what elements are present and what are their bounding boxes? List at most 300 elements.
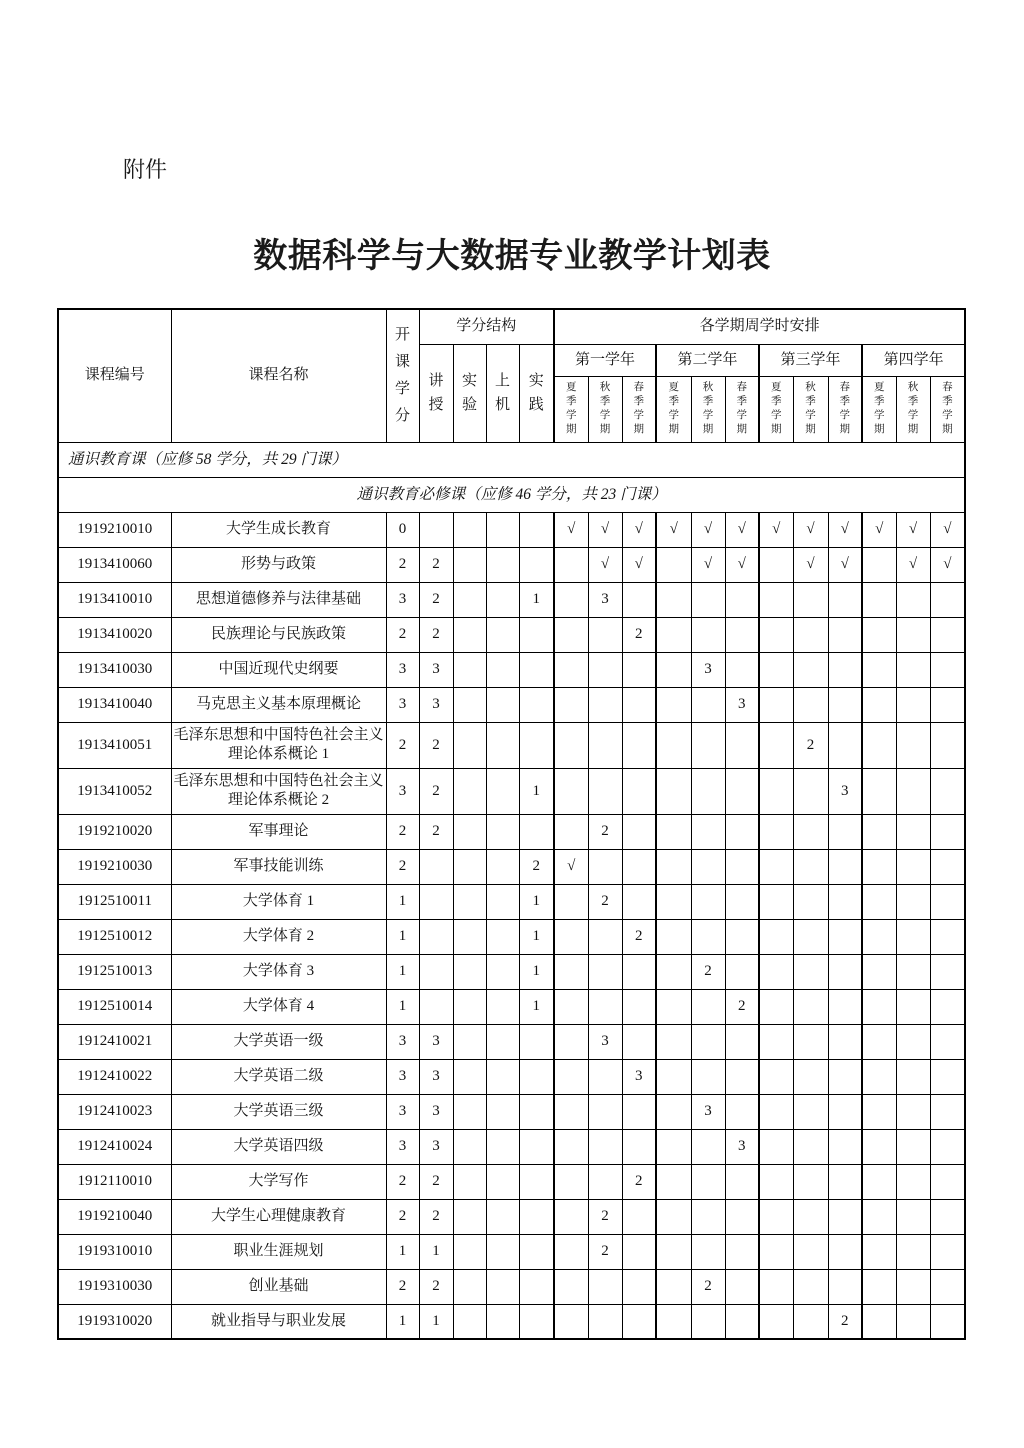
semester-hours-cell: [930, 814, 965, 849]
credits-cell: 0: [386, 512, 419, 547]
semester-hours-cell: [759, 919, 793, 954]
course-row: [58, 582, 965, 617]
practice-hours-cell: [519, 547, 554, 582]
course-row: [58, 1129, 965, 1164]
semester-hours-cell: √: [725, 547, 759, 582]
credits-cell: 3: [386, 652, 419, 687]
semester-hours-cell: [554, 954, 588, 989]
lecture-hours-cell: 1: [419, 1234, 453, 1269]
semester-hours-cell: [862, 814, 896, 849]
computer-hours-cell: [486, 884, 519, 919]
semester-hours-cell: [656, 617, 691, 652]
header-experiment: [453, 344, 486, 442]
course-row: [58, 919, 965, 954]
header-computer-label: 上机: [495, 373, 511, 413]
teaching-plan-table: [57, 308, 966, 1340]
semester-hours-cell: [828, 652, 862, 687]
course-id-cell: 1919210010: [58, 512, 171, 547]
credits-cell: 1: [386, 884, 419, 919]
header-year-1: 第一学年: [554, 344, 656, 376]
semester-hours-cell: [622, 687, 656, 722]
course-row: [58, 884, 965, 919]
semester-hours-cell: [793, 1094, 828, 1129]
semester-hours-cell: [828, 1199, 862, 1234]
semester-hours-cell: [828, 1234, 862, 1269]
semester-hours-cell: [554, 1129, 588, 1164]
course-row: [58, 687, 965, 722]
semester-hours-cell: 2: [588, 884, 622, 919]
computer-hours-cell: [486, 652, 519, 687]
practice-hours-cell: 1: [519, 582, 554, 617]
course-name-cell: 民族理论与民族政策: [171, 617, 386, 652]
semester-hours-cell: [656, 1059, 691, 1094]
semester-hours-cell: [725, 1059, 759, 1094]
course-id-cell: 1913410060: [58, 547, 171, 582]
semester-hours-cell: [725, 1269, 759, 1304]
semester-hours-cell: [691, 1024, 725, 1059]
semester-hours-cell: [759, 687, 793, 722]
header-sem-y1-autumn: [588, 376, 622, 442]
section-label: 通识教育课（应修 58 学分，共 29 门课）: [58, 442, 965, 477]
practice-hours-cell: [519, 1024, 554, 1059]
credits-cell: 3: [386, 687, 419, 722]
credits-cell: 2: [386, 814, 419, 849]
course-name-cell: 中国近现代史纲要: [171, 652, 386, 687]
header-computer: [486, 344, 519, 442]
lecture-hours-cell: [419, 849, 453, 884]
semester-hours-cell: [793, 768, 828, 814]
semester-hours-cell: [862, 954, 896, 989]
semester-hours-cell: [554, 884, 588, 919]
semester-hours-cell: [759, 884, 793, 919]
semester-hours-cell: [691, 722, 725, 768]
semester-hours-cell: [656, 687, 691, 722]
semester-hours-cell: 3: [725, 1129, 759, 1164]
experiment-hours-cell: [453, 849, 486, 884]
semester-hours-cell: [691, 989, 725, 1024]
semester-hours-cell: [759, 1164, 793, 1199]
experiment-hours-cell: [453, 954, 486, 989]
lecture-hours-cell: 3: [419, 1129, 453, 1164]
semester-hours-cell: [691, 1059, 725, 1094]
semester-hours-cell: [862, 1129, 896, 1164]
semester-hours-cell: [656, 1164, 691, 1199]
computer-hours-cell: [486, 954, 519, 989]
header-credit-structure: 学分结构: [419, 309, 554, 344]
semester-hours-cell: [691, 919, 725, 954]
semester-hours-cell: [862, 1234, 896, 1269]
semester-hours-cell: [862, 989, 896, 1024]
practice-hours-cell: [519, 1269, 554, 1304]
experiment-hours-cell: [453, 1304, 486, 1339]
credits-cell: 1: [386, 1304, 419, 1339]
semester-hours-cell: [588, 849, 622, 884]
semester-hours-cell: [930, 954, 965, 989]
semester-hours-cell: [930, 617, 965, 652]
semester-hours-cell: √: [793, 512, 828, 547]
header-practice-label: 实践: [528, 373, 544, 413]
semester-hours-cell: [554, 722, 588, 768]
computer-hours-cell: [486, 1304, 519, 1339]
course-id-cell: 1912110010: [58, 1164, 171, 1199]
course-id-cell: 1913410051: [58, 722, 171, 768]
semester-hours-cell: [896, 722, 930, 768]
credits-cell: 3: [386, 1059, 419, 1094]
semester-hours-cell: [656, 1304, 691, 1339]
computer-hours-cell: [486, 919, 519, 954]
semester-hours-cell: [793, 1199, 828, 1234]
semester-hours-cell: [588, 768, 622, 814]
semester-hours-cell: [896, 989, 930, 1024]
credits-cell: 3: [386, 768, 419, 814]
course-id-cell: 1912510014: [58, 989, 171, 1024]
experiment-hours-cell: [453, 1129, 486, 1164]
course-row: [58, 547, 965, 582]
semester-hours-cell: [930, 687, 965, 722]
semester-hours-cell: 2: [691, 954, 725, 989]
semester-hours-cell: [554, 687, 588, 722]
semester-hours-cell: [793, 582, 828, 617]
computer-hours-cell: [486, 687, 519, 722]
semester-hours-cell: [930, 1199, 965, 1234]
semester-hours-cell: [862, 1304, 896, 1339]
lecture-hours-cell: 1: [419, 1304, 453, 1339]
course-name-cell: 大学写作: [171, 1164, 386, 1199]
semester-hours-cell: [554, 1059, 588, 1094]
semester-hours-cell: [862, 1199, 896, 1234]
semester-hours-cell: [554, 919, 588, 954]
course-id-cell: 1919310010: [58, 1234, 171, 1269]
semester-hours-cell: [793, 989, 828, 1024]
header-sem-y4-summer: [862, 376, 896, 442]
semester-hours-cell: [656, 1094, 691, 1129]
semester-hours-cell: [656, 722, 691, 768]
semester-hours-cell: [656, 652, 691, 687]
semester-hours-cell: [656, 1129, 691, 1164]
experiment-hours-cell: [453, 1059, 486, 1094]
credits-cell: 1: [386, 954, 419, 989]
computer-hours-cell: [486, 1234, 519, 1269]
experiment-hours-cell: [453, 547, 486, 582]
semester-hours-cell: [691, 1234, 725, 1269]
semester-hours-cell: [862, 768, 896, 814]
sem-label: 夏季学期: [771, 382, 782, 435]
semester-hours-cell: [759, 1234, 793, 1269]
credits-cell: 2: [386, 1269, 419, 1304]
experiment-hours-cell: [453, 768, 486, 814]
semester-hours-cell: √: [828, 547, 862, 582]
semester-hours-cell: [622, 814, 656, 849]
semester-hours-cell: [862, 617, 896, 652]
semester-hours-cell: √: [759, 512, 793, 547]
semester-hours-cell: [725, 814, 759, 849]
semester-hours-cell: [691, 814, 725, 849]
semester-hours-cell: [896, 849, 930, 884]
computer-hours-cell: [486, 1199, 519, 1234]
semester-hours-cell: [759, 1094, 793, 1129]
semester-hours-cell: √: [828, 512, 862, 547]
course-id-cell: 1913410020: [58, 617, 171, 652]
semester-hours-cell: [759, 1304, 793, 1339]
semester-hours-cell: [828, 814, 862, 849]
semester-hours-cell: 2: [622, 1164, 656, 1199]
semester-hours-cell: [554, 1094, 588, 1129]
semester-hours-cell: [588, 954, 622, 989]
semester-hours-cell: [793, 919, 828, 954]
lecture-hours-cell: 2: [419, 814, 453, 849]
course-row: [58, 1094, 965, 1129]
page-title: 数据科学与大数据专业教学计划表: [253, 237, 771, 275]
semester-hours-cell: [896, 1094, 930, 1129]
course-name-cell: 大学体育 1: [171, 884, 386, 919]
semester-hours-cell: [759, 1059, 793, 1094]
semester-hours-cell: [588, 989, 622, 1024]
semester-hours-cell: √: [656, 512, 691, 547]
header-lecture: [419, 344, 453, 442]
section-row-general-required: [58, 477, 965, 512]
sem-label: 秋季学期: [805, 382, 816, 435]
course-id-cell: 1912410023: [58, 1094, 171, 1129]
semester-hours-cell: [896, 1024, 930, 1059]
semester-hours-cell: [896, 1059, 930, 1094]
semester-hours-cell: [759, 1269, 793, 1304]
semester-hours-cell: [691, 884, 725, 919]
semester-hours-cell: [725, 1094, 759, 1129]
lecture-hours-cell: 2: [419, 722, 453, 768]
semester-hours-cell: 2: [622, 919, 656, 954]
semester-hours-cell: [862, 687, 896, 722]
course-name-cell: 军事理论: [171, 814, 386, 849]
semester-hours-cell: [930, 1234, 965, 1269]
header-sem-y2-summer: [656, 376, 691, 442]
practice-hours-cell: [519, 617, 554, 652]
experiment-hours-cell: [453, 687, 486, 722]
semester-hours-cell: [691, 617, 725, 652]
semester-hours-cell: [622, 768, 656, 814]
semester-hours-cell: [828, 849, 862, 884]
semester-hours-cell: [930, 768, 965, 814]
course-name-cell: 大学英语一级: [171, 1024, 386, 1059]
semester-hours-cell: √: [691, 547, 725, 582]
semester-hours-cell: 2: [725, 989, 759, 1024]
semester-hours-cell: [554, 547, 588, 582]
header-credits-label: 开课学分: [395, 326, 411, 424]
computer-hours-cell: [486, 1094, 519, 1129]
semester-hours-cell: 2: [793, 722, 828, 768]
semester-hours-cell: [588, 687, 622, 722]
semester-hours-cell: [588, 652, 622, 687]
experiment-hours-cell: [453, 1024, 486, 1059]
semester-hours-cell: [930, 1304, 965, 1339]
semester-hours-cell: 2: [588, 814, 622, 849]
course-row: [58, 1024, 965, 1059]
course-row: [58, 768, 965, 814]
semester-hours-cell: [793, 617, 828, 652]
semester-hours-cell: [554, 1234, 588, 1269]
semester-hours-cell: [862, 547, 896, 582]
practice-hours-cell: [519, 512, 554, 547]
semester-hours-cell: [828, 954, 862, 989]
semester-hours-cell: [588, 919, 622, 954]
semester-hours-cell: [759, 1024, 793, 1059]
semester-hours-cell: √: [554, 849, 588, 884]
practice-hours-cell: [519, 722, 554, 768]
semester-hours-cell: [896, 1164, 930, 1199]
semester-hours-cell: 2: [691, 1269, 725, 1304]
semester-hours-cell: [930, 1269, 965, 1304]
lecture-hours-cell: [419, 884, 453, 919]
sem-label: 秋季学期: [599, 382, 611, 435]
header-credits: [386, 309, 419, 442]
sem-label: 夏季学期: [874, 382, 885, 435]
semester-hours-cell: [896, 919, 930, 954]
practice-hours-cell: [519, 1199, 554, 1234]
lecture-hours-cell: 3: [419, 1024, 453, 1059]
course-row: [58, 652, 965, 687]
course-name-cell: 大学生心理健康教育: [171, 1199, 386, 1234]
header-sem-y4-spring: [930, 376, 965, 442]
semester-hours-cell: [588, 1094, 622, 1129]
semester-hours-cell: [554, 1304, 588, 1339]
practice-hours-cell: [519, 1304, 554, 1339]
experiment-hours-cell: [453, 582, 486, 617]
course-name-cell: 大学体育 3: [171, 954, 386, 989]
course-id-cell: 1919210030: [58, 849, 171, 884]
semester-hours-cell: [862, 919, 896, 954]
semester-hours-cell: [725, 1024, 759, 1059]
computer-hours-cell: [486, 617, 519, 652]
attachment-label: 附件: [123, 157, 168, 182]
course-name-cell: 大学体育 4: [171, 989, 386, 1024]
credits-cell: 3: [386, 1129, 419, 1164]
semester-hours-cell: [793, 954, 828, 989]
course-name-cell: 就业指导与职业发展: [171, 1304, 386, 1339]
course-id-cell: 1912510011: [58, 884, 171, 919]
lecture-hours-cell: 2: [419, 1199, 453, 1234]
computer-hours-cell: [486, 512, 519, 547]
course-name-cell: 毛泽东思想和中国特色社会主义理论体系概论 2: [171, 768, 386, 814]
semester-hours-cell: [759, 954, 793, 989]
sem-label: 春季学期: [839, 382, 851, 435]
semester-hours-cell: [622, 1129, 656, 1164]
lecture-hours-cell: [419, 989, 453, 1024]
semester-hours-cell: [828, 1059, 862, 1094]
semester-hours-cell: [793, 1059, 828, 1094]
lecture-hours-cell: 3: [419, 1059, 453, 1094]
semester-hours-cell: [930, 849, 965, 884]
computer-hours-cell: [486, 1164, 519, 1199]
semester-hours-cell: [656, 849, 691, 884]
semester-hours-cell: [793, 1234, 828, 1269]
semester-hours-cell: 2: [588, 1199, 622, 1234]
header-year-4: 第四学年: [862, 344, 965, 376]
practice-hours-cell: [519, 687, 554, 722]
lecture-hours-cell: 3: [419, 652, 453, 687]
experiment-hours-cell: [453, 884, 486, 919]
practice-hours-cell: [519, 1234, 554, 1269]
semester-hours-cell: 3: [691, 652, 725, 687]
course-row: [58, 512, 965, 547]
practice-hours-cell: [519, 814, 554, 849]
semester-hours-cell: [691, 687, 725, 722]
header-course-name: 课程名称: [171, 309, 386, 442]
course-id-cell: 1919310020: [58, 1304, 171, 1339]
semester-hours-cell: √: [622, 512, 656, 547]
semester-hours-cell: [656, 1024, 691, 1059]
semester-hours-cell: [725, 722, 759, 768]
semester-hours-cell: √: [862, 512, 896, 547]
semester-hours-cell: [828, 884, 862, 919]
course-name-cell: 思想道德修养与法律基础: [171, 582, 386, 617]
sem-label: 春季学期: [942, 382, 953, 435]
credits-cell: 2: [386, 849, 419, 884]
course-row: [58, 1304, 965, 1339]
semester-hours-cell: [656, 919, 691, 954]
semester-hours-cell: [691, 849, 725, 884]
semester-hours-cell: [862, 652, 896, 687]
course-row: [58, 989, 965, 1024]
course-name-cell: 形势与政策: [171, 547, 386, 582]
course-id-cell: 1912410024: [58, 1129, 171, 1164]
semester-hours-cell: [759, 547, 793, 582]
semester-hours-cell: √: [691, 512, 725, 547]
semester-hours-cell: [759, 1129, 793, 1164]
semester-hours-cell: √: [588, 512, 622, 547]
course-row: [58, 617, 965, 652]
credits-cell: 2: [386, 617, 419, 652]
semester-hours-cell: [828, 1094, 862, 1129]
semester-hours-cell: [656, 1269, 691, 1304]
semester-hours-cell: √: [896, 547, 930, 582]
semester-hours-cell: [828, 989, 862, 1024]
semester-hours-cell: [725, 1304, 759, 1339]
semester-hours-cell: [793, 1024, 828, 1059]
practice-hours-cell: 1: [519, 768, 554, 814]
semester-hours-cell: 2: [622, 617, 656, 652]
semester-hours-cell: [691, 1304, 725, 1339]
semester-hours-cell: √: [588, 547, 622, 582]
semester-hours-cell: [588, 1129, 622, 1164]
semester-hours-cell: [656, 768, 691, 814]
semester-hours-cell: [656, 954, 691, 989]
semester-hours-cell: [622, 1269, 656, 1304]
computer-hours-cell: [486, 1269, 519, 1304]
semester-hours-cell: [759, 989, 793, 1024]
credits-cell: 2: [386, 1199, 419, 1234]
semester-hours-cell: [828, 722, 862, 768]
course-row: [58, 1164, 965, 1199]
course-name-cell: 大学英语三级: [171, 1094, 386, 1129]
sem-label: 夏季学期: [668, 382, 680, 435]
semester-hours-cell: 3: [622, 1059, 656, 1094]
practice-hours-cell: [519, 1094, 554, 1129]
experiment-hours-cell: [453, 617, 486, 652]
semester-hours-cell: [759, 849, 793, 884]
semester-hours-cell: [725, 1234, 759, 1269]
header-sem-y2-autumn: [691, 376, 725, 442]
semester-hours-cell: 3: [588, 582, 622, 617]
semester-hours-cell: [930, 1024, 965, 1059]
semester-hours-cell: [759, 617, 793, 652]
semester-hours-cell: [930, 884, 965, 919]
semester-hours-cell: [622, 989, 656, 1024]
semester-hours-cell: [828, 1269, 862, 1304]
lecture-hours-cell: 3: [419, 1094, 453, 1129]
semester-hours-cell: [793, 849, 828, 884]
sem-label: 夏季学期: [566, 382, 577, 435]
course-name-cell: 创业基础: [171, 1269, 386, 1304]
experiment-hours-cell: [453, 814, 486, 849]
